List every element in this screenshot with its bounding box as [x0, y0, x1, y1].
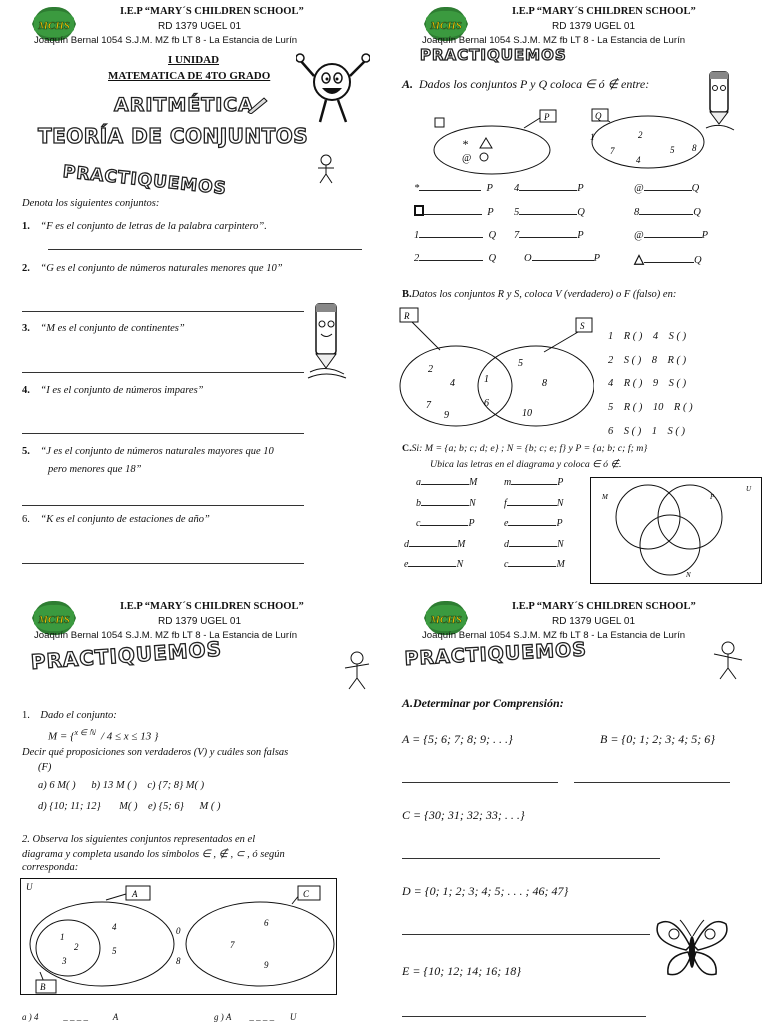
answer-line-5[interactable] [22, 505, 304, 506]
set-e: E = {10; 12; 14; 16; 18} [402, 964, 522, 978]
svg-text:*: * [462, 137, 468, 151]
kid-figure-icon [314, 154, 338, 184]
answer-line-4[interactable] [22, 433, 304, 434]
a-row-1[interactable]: * P [414, 183, 493, 194]
venn-r-s [394, 306, 594, 430]
svg-text:U: U [26, 882, 33, 892]
svg-text:R: R [404, 311, 410, 321]
a-row-3c[interactable]: @ P [634, 230, 709, 241]
opts-row-1[interactable]: a) 6 M( ) b) 13 M ( ) c) {7; 8} M( ) [38, 780, 205, 791]
item-1: 1. “F es el conjunto de letras de la palabra carpintero”. [22, 221, 267, 232]
answer-line-b[interactable] [574, 782, 730, 783]
a-row-3b[interactable]: 7 P [514, 230, 584, 241]
kid-figure-icon [340, 650, 374, 690]
vf-row-5[interactable]: 6 S ( ) 1 S ( ) [608, 426, 685, 437]
a-row-3[interactable]: 1 Q [414, 230, 497, 241]
section-c-prompt-2: Ubica las letras en el diagrama y coloca ∈ ó ∉. [430, 459, 622, 470]
section-a-prompt: A. Dados los conjuntos P y Q coloca ∈ ó ∉ entre: [402, 77, 650, 91]
svg-text:4: 4 [450, 378, 455, 389]
c-row-5b[interactable]: c M [504, 559, 565, 570]
answer-line-2[interactable] [22, 311, 304, 312]
c-row-4b[interactable]: d N [504, 539, 564, 550]
svg-text:Q: Q [595, 111, 602, 121]
wordart-practiquemos: PRACTIQUEMOS [30, 636, 223, 674]
svg-text:2: 2 [638, 130, 643, 140]
worksheet-page-3 [0, 590, 384, 1024]
school-address: Joaquín Bernal 1054 S.J.M. MZ fb LT 8 - La Estancia de Lurín [422, 630, 686, 641]
vf-row-3[interactable]: 4 R ( ) 9 S ( ) [608, 378, 687, 389]
decide-text-2: (F) [38, 762, 52, 773]
svg-text:MCHS: MCHS [430, 614, 462, 626]
decide-text: Decir qué proposiciones son verdaderos (V) y cuáles son falsas [22, 747, 289, 758]
svg-text:4: 4 [636, 155, 641, 165]
q3-item-2b: diagrama y completa usando los símbolos ∈ , ∉ , ⊂ , ó según [22, 849, 285, 860]
svg-text:A: A [132, 889, 138, 899]
answer-line-a[interactable] [402, 782, 558, 783]
answer-line-3[interactable] [22, 372, 304, 373]
set-c: C = {30; 31; 32; 33; . . .} [402, 808, 525, 822]
a-row-4c[interactable]: △ Q [634, 251, 702, 266]
a-row-1c[interactable]: @ Q [634, 183, 700, 194]
school-name: I.E.P “MARY´S CHILDREN SCHOOL” [120, 601, 304, 612]
svg-text:0: 0 [176, 926, 181, 936]
venn-a-b-c [20, 878, 338, 998]
c-row-1b[interactable]: m P [504, 477, 564, 488]
vf-row-2[interactable]: 2 S ( ) 8 R ( ) [608, 355, 687, 366]
answer-line-d[interactable] [402, 934, 650, 935]
worksheet-page-4 [384, 590, 768, 1024]
school-name: I.E.P “MARY´S CHILDREN SCHOOL” [120, 6, 304, 17]
wordart-practiquemos: PRACTIQUEMOS [420, 46, 567, 64]
svg-text:8: 8 [692, 143, 697, 153]
venn-p-q [424, 108, 724, 178]
c-row-2b[interactable]: f N [504, 498, 564, 509]
q3-last-row[interactable]: a ) 4 _ _ _ _ A [22, 1012, 119, 1022]
opts-row-2[interactable]: d) {10; 11; 12} M( ) e) {5; 6} M ( ) [38, 801, 221, 812]
item-5: 5. “J es el conjunto de números naturales mayores que 10 [22, 446, 274, 457]
wordart-aritmetica: ARITMÉTICA [114, 94, 254, 116]
svg-text:10: 10 [522, 408, 532, 419]
c-row-1[interactable]: a M [416, 477, 478, 488]
svg-text:M: M [602, 493, 608, 501]
svg-text:7: 7 [230, 940, 235, 950]
rd-code: RD 1379 UGEL 01 [552, 21, 636, 32]
vf-row-1[interactable]: 1 R ( ) 4 S ( ) [608, 331, 687, 342]
item-6: 6. “K es el conjunto de estaciones de año” [22, 514, 210, 525]
pencil-doodle-icon [246, 96, 268, 114]
item-5-cont: pero menores que 18” [48, 464, 142, 475]
q4-title: A.Determinar por Comprensión: [402, 696, 564, 710]
svg-text:2: 2 [428, 364, 433, 375]
svg-text:U: U [746, 485, 752, 493]
wordart-teoria-conjuntos: TEORÍA DE CONJUNTOS [38, 124, 309, 148]
svg-text:MCHS: MCHS [38, 614, 70, 626]
answer-line-1[interactable] [48, 249, 362, 250]
pencil-character-icon [304, 302, 350, 380]
school-name: I.E.P “MARY´S CHILDREN SCHOOL” [512, 6, 696, 17]
svg-text:7: 7 [610, 146, 615, 156]
svg-text:8: 8 [176, 956, 181, 966]
set-b: B = {0; 1; 2; 3; 4; 5; 6} [600, 732, 716, 746]
a-row-2[interactable]: P [414, 205, 494, 218]
a-row-2b[interactable]: 5 Q [514, 207, 585, 218]
answer-line-6[interactable] [22, 563, 304, 564]
c-row-5[interactable]: e N [404, 559, 464, 570]
set-d: D = {0; 1; 2; 3; 4; 5; . . . ; 46; 47} [402, 884, 569, 898]
q3-item-2c: corresponda: [22, 862, 79, 873]
venn-m-n-p [590, 477, 762, 584]
svg-text:6: 6 [484, 398, 489, 409]
svg-text:MCHS: MCHS [38, 20, 70, 32]
svg-text:2: 2 [74, 942, 79, 952]
unit-title: I UNIDAD [168, 54, 220, 66]
c-row-3[interactable]: c P [416, 518, 475, 529]
wordart-practiquemos: PRACTIQUEMOS [61, 162, 228, 200]
svg-text:1: 1 [484, 374, 489, 385]
svg-text:3: 3 [62, 956, 67, 966]
q3-item-1: 1. Dado el conjunto: [22, 710, 117, 721]
svg-text:S: S [580, 321, 585, 331]
q3-last-row-b[interactable]: g ) A _ _ _ _ U [214, 1012, 297, 1022]
svg-text:8: 8 [542, 378, 547, 389]
item-2: 2. “G es el conjunto de números naturales menores que 10” [22, 263, 283, 274]
answer-line-c[interactable] [402, 858, 660, 859]
set-a: A = {5; 6; 7; 8; 9; . . .} [402, 732, 513, 746]
a-row-4[interactable]: 2 Q [414, 253, 497, 264]
svg-text:9: 9 [444, 410, 449, 421]
worksheet-page-2 [384, 0, 768, 590]
a-row-2c[interactable]: 8 Q [634, 207, 701, 218]
wordart-practiquemos: PRACTIQUEMOS [404, 638, 588, 670]
svg-text:P: P [710, 493, 715, 501]
svg-text:@: @ [462, 153, 472, 164]
section-b-prompt: B.Datos los conjuntos R y S, coloca V (verdadero) o F (falso) en: [402, 289, 677, 300]
set-definition: M = {$^{x \in ℕ}$ / 4 ≤ x ≤ 13 } [48, 728, 159, 743]
svg-text:5: 5 [112, 946, 117, 956]
square-outside-icon [435, 118, 444, 127]
item-3: 3. “M es el conjunto de continentes” [22, 323, 185, 334]
cartoon-kid-icon [296, 52, 370, 126]
svg-text:7: 7 [426, 400, 431, 411]
svg-text:N: N [686, 571, 691, 579]
school-address: Joaquín Bernal 1054 S.J.M. MZ fb LT 8 - La Estancia de Lurín [422, 35, 686, 46]
rd-code: RD 1379 UGEL 01 [158, 616, 242, 627]
c-row-4[interactable]: d M [404, 539, 466, 550]
butterfly-icon [654, 916, 730, 982]
vf-row-4[interactable]: 5 R ( ) 10 R ( ) [608, 402, 693, 413]
kid-figure-icon [710, 640, 746, 680]
school-name: I.E.P “MARY´S CHILDREN SCHOOL” [512, 601, 696, 612]
c-row-3b[interactable]: e P [504, 518, 563, 529]
item-4: 4. “I es el conjunto de números impares” [22, 385, 204, 396]
rd-code: RD 1379 UGEL 01 [158, 21, 242, 32]
svg-text:P: P [544, 112, 550, 122]
svg-text:5: 5 [670, 145, 675, 155]
a-row-4b[interactable]: O P [524, 253, 601, 264]
svg-text:4: 4 [112, 922, 117, 932]
svg-text:5: 5 [518, 358, 523, 369]
answer-line-e[interactable] [402, 1016, 646, 1017]
svg-text:9: 9 [264, 960, 269, 970]
square-icon [414, 205, 424, 216]
q3-item-2: 2. Observa los siguientes conjuntos representados en el [22, 834, 256, 845]
school-address: Joaquín Bernal 1054 S.J.M. MZ fb LT 8 - La Estancia de Lurín [34, 630, 298, 641]
section-c-prompt: C.Si: M = {a; b; c; d; e} ; N = {b; c; e; f} y P = {a; b; c; f; m} [402, 443, 648, 454]
svg-text:1: 1 [590, 132, 595, 142]
rd-code: RD 1379 UGEL 01 [552, 616, 636, 627]
a-row-1b[interactable]: 4 P [514, 183, 584, 194]
course-title: MATEMATICA DE 4TO GRADO [108, 70, 271, 82]
worksheet-page-1 [0, 0, 384, 512]
svg-text:6: 6 [264, 918, 269, 928]
svg-text:MCHS: MCHS [430, 20, 462, 32]
svg-text:C: C [303, 889, 310, 899]
svg-text:B: B [40, 982, 46, 992]
school-address: Joaquín Bernal 1054 S.J.M. MZ fb LT 8 - La Estancia de Lurín [34, 35, 298, 46]
c-row-2[interactable]: b N [416, 498, 476, 509]
instruction-text: Denota los siguientes conjuntos: [22, 198, 160, 209]
svg-text:1: 1 [60, 932, 65, 942]
